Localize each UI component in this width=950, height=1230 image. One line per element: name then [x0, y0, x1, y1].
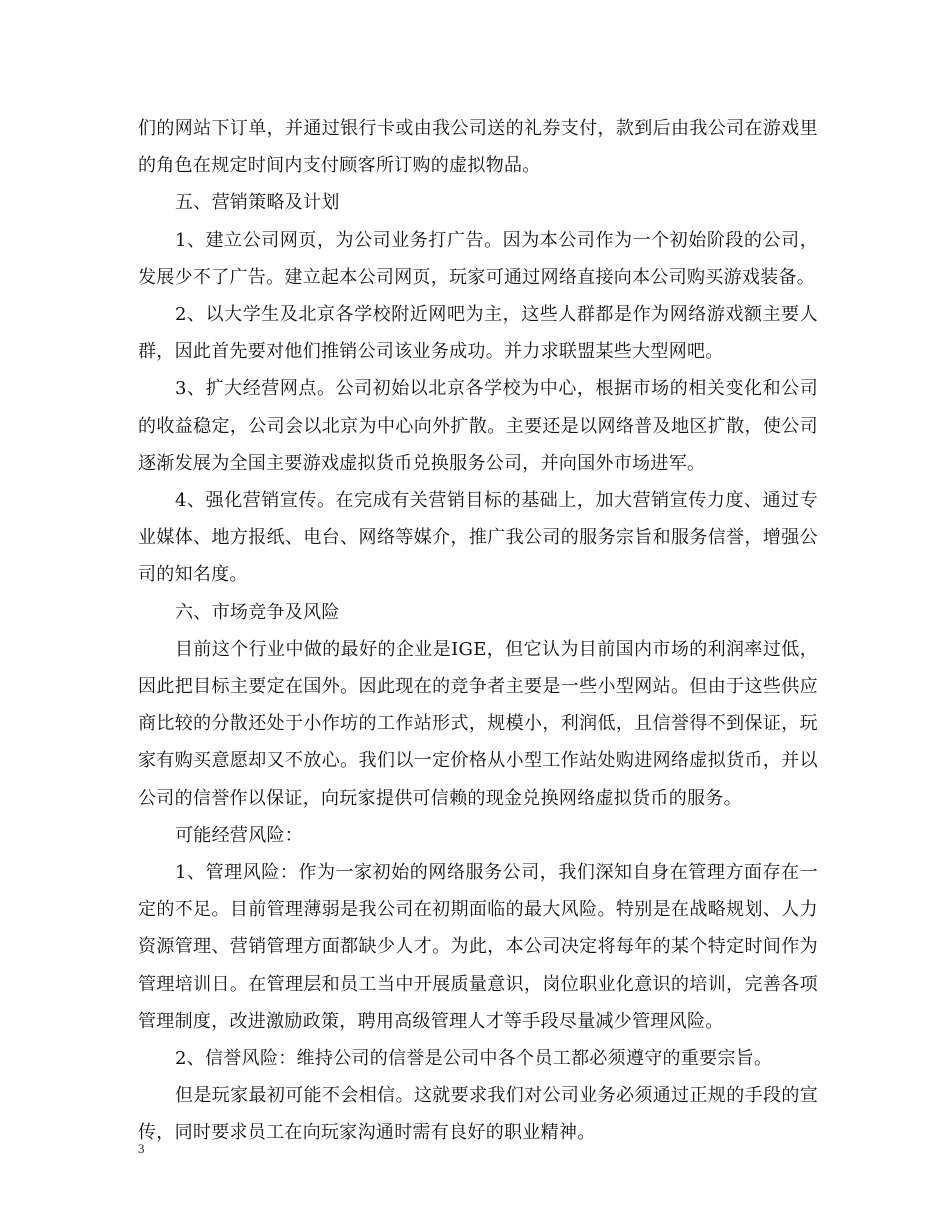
paragraph: 目前这个行业中做的最好的企业是IGE，但它认为目前国内市场的利润率过低，因此把目标主要定在国外。因此现在的竞争者主要是一些小型网站。但由于这些供应商比较的分散还处于小作坊的工作站形式，规模小，利润低，且信誉得不到保证，玩家有购买意愿却又不放心。我们以一定价格从小型工作站处购进网络虚拟货币，并以公司的信誉作以保证，向玩家提供可信赖的现金兑换网络虚拟货币的服务。 [138, 638, 818, 809]
paragraph: 但是玩家最初可能不会相信。这就要求我们对公司业务必须通过正规的手段的宣传，同时要求员工在向玩家沟通时需有良好的职业精神。 [138, 1085, 818, 1144]
paragraph: 1、建立公司网页，为公司业务打广告。因为本公司作为一个初始阶段的公司，发展少不了广告。建立起本公司网页，玩家可通过网络直接向本公司购买游戏装备。 [138, 229, 818, 288]
paragraph: 2、信誉风险：维持公司的信誉是公司中各个员工都必须遵守的重要宗旨。 [175, 1048, 773, 1070]
section-heading-competition: 六、市场竞争及风险 [175, 601, 340, 623]
paragraph: 们的网站下订单，并通过银行卡或由我公司送的礼券支付，款到后由我公司在游戏里的角色在规定时间内支付顾客所订购的虚拟物品。 [138, 118, 818, 177]
paragraph: 2、以大学生及北京各学校附近网吧为主，这些人群都是作为网络游戏额主要人群，因此首先要对他们推销公司该业务成功。并力求联盟某些大型网吧。 [138, 304, 818, 363]
paragraph: 4、强化营销宣传。在完成有关营销目标的基础上，加大营销宣传力度、通过专业媒体、地方报纸、电台、网络等媒介，推广我公司的服务宗旨和服务信誉，增强公司的知名度。 [138, 490, 818, 586]
subheading-risks: 可能经营风险： [175, 824, 304, 846]
page-number: 3 [138, 1141, 145, 1156]
paragraph: 1、管理风险：作为一家初始的网络服务公司，我们深知自身在管理方面存在一定的不足。目前管理薄弱是我公司在初期面临的最大风险。特别是在战略规划、人力资源管理、营销管理方面都缺少人才。为此，本公司决定将每年的某个特定时间作为管理培训日。在管理层和员工当中开展质量意识，岗位职业化意识的培训，完善各项管理制度，改进激励政策，聘用高级管理人才等手段尽量减少管理风险。 [138, 862, 818, 1032]
section-heading-marketing: 五、营销策略及计划 [175, 192, 340, 214]
paragraph: 3、扩大经营网点。公司初始以北京各学校为中心，根据市场的相关变化和公司的收益稳定，公司会以北京为中心向外扩散。主要还是以网络普及地区扩散，使公司逐渐发展为全国主要游戏虚拟货币兑换服务公司，并向国外市场进军。 [138, 378, 818, 474]
body-text [138, 110, 818, 1152]
